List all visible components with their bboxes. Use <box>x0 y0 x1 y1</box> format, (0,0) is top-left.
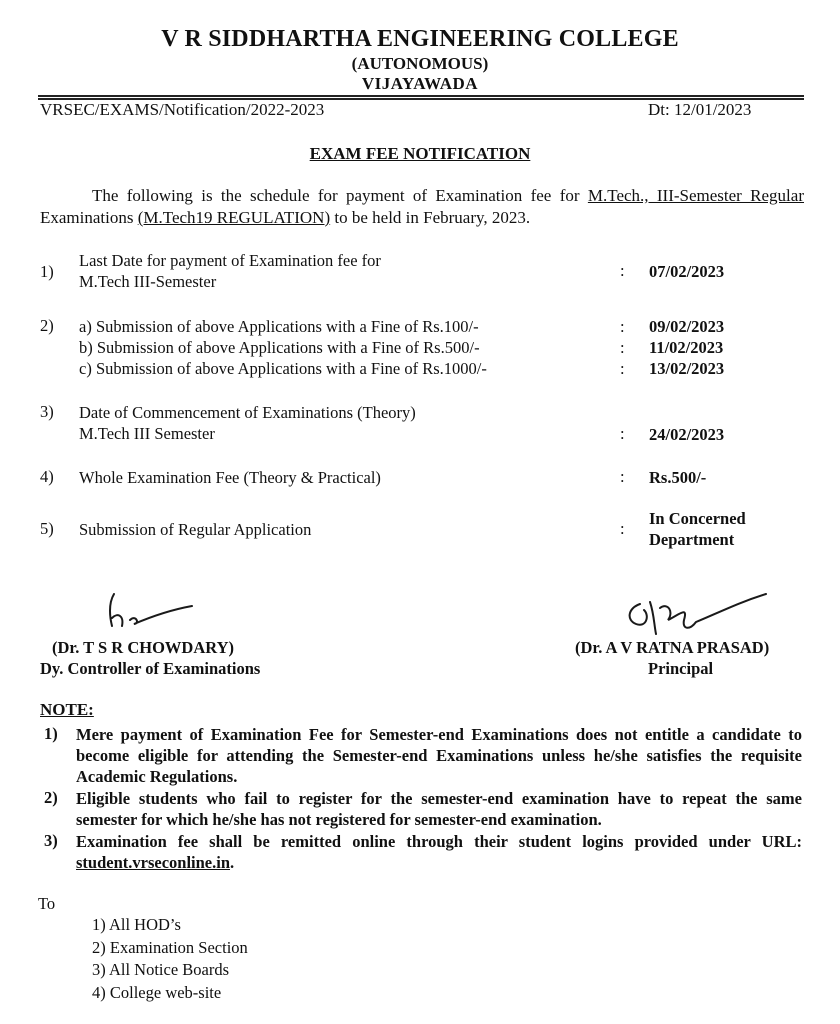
schedule-value: 07/02/2023 <box>649 262 725 281</box>
note-text-1: Mere payment of Examination Fee for Semester-end Examinations does not entitle a candidate to become eligible for attending the Semester-end Examinations unless he/she satisfies the requisite Academic Regulations. <box>76 725 802 786</box>
schedule-number-4: 4) <box>40 467 54 486</box>
autonomous-label: (AUTONOMOUS) <box>351 54 489 73</box>
schedule-item-2 <box>79 316 487 379</box>
intro-regulation: (M.Tech19 REGULATION) <box>137 208 331 227</box>
schedule-value: 24/02/2023 <box>649 425 725 444</box>
schedule-colon: : <box>620 519 625 538</box>
note-3-suffix: . <box>230 853 235 872</box>
left-signatory-name: (Dr. T S R CHOWDARY) <box>52 638 235 657</box>
schedule-value: Rs.500/- <box>649 468 707 487</box>
schedule-number-5: 5) <box>40 519 54 538</box>
schedule-number-2: 2) <box>40 316 54 335</box>
schedule-value: 13/02/2023 <box>649 359 725 378</box>
schedule-value: 11/02/2023 <box>649 338 724 357</box>
schedule-number-1: 1) <box>40 262 54 281</box>
schedule-value: In Concerned <box>649 509 746 528</box>
page-title: EXAM FEE NOTIFICATION <box>309 144 531 163</box>
intro-text-2: Examinations <box>40 208 138 227</box>
college-name: V R SIDDHARTHA ENGINEERING COLLEGE <box>161 26 679 52</box>
notification-date: Dt: 12/01/2023 <box>648 100 752 119</box>
schedule-colons-2 <box>620 316 625 379</box>
schedule-line: a) Submission of above Applications with a Fine of Rs.100/- <box>79 317 479 336</box>
schedule-line: M.Tech III-Semester <box>79 272 217 291</box>
left-signatory-title: Dy. Controller of Examinations <box>40 659 261 678</box>
schedule-values-2 <box>649 316 724 379</box>
recipient-item: 2) Examination Section <box>92 937 248 957</box>
schedule-value: 09/02/2023 <box>649 317 725 336</box>
right-signatory-title: Principal <box>648 659 714 678</box>
schedule-number-3: 3) <box>40 402 54 421</box>
note-number-2: 2) <box>44 788 58 807</box>
schedule-colon: : <box>620 261 625 280</box>
reference-number: VRSEC/EXAMS/Notification/2022-2023 <box>40 100 325 119</box>
schedule-item-1 <box>79 250 381 292</box>
schedule-item-3 <box>79 402 416 444</box>
recipient-item: 3) All Notice Boards <box>92 960 230 979</box>
schedule-values-5 <box>649 508 746 550</box>
city-label: VIJAYAWADA <box>361 74 479 93</box>
note-number-1: 1) <box>44 724 58 743</box>
recipient-list <box>92 914 248 1004</box>
schedule-colon: : <box>620 467 625 486</box>
schedule-line: c) Submission of above Applications with a Fine of Rs.1000/- <box>79 359 487 378</box>
note-text-3 <box>76 831 802 873</box>
schedule-value: Department <box>649 530 735 549</box>
schedule-line: Last Date for payment of Examination fee for <box>79 251 381 270</box>
schedule-item-4: Whole Examination Fee (Theory & Practical) <box>79 468 381 487</box>
schedule-colon: : <box>620 338 625 357</box>
intro-text-3: to be held in February, 2023. <box>330 208 531 227</box>
intro-paragraph <box>40 185 804 229</box>
schedule-colon: : <box>620 317 625 336</box>
intro-course: M.Tech., III-Semester Regular <box>587 186 804 205</box>
schedule-colon: : <box>620 424 625 443</box>
note-text-2: Eligible students who fail to register for the semester-end examination have to repeat the same semester for which he/she has not registered for semester-end examination. <box>76 789 802 829</box>
note-heading: NOTE: <box>40 700 94 719</box>
recipient-item: 1) All HOD’s <box>92 915 181 934</box>
to-label: To <box>38 894 56 913</box>
schedule-line: b) Submission of above Applications with a Fine of Rs.500/- <box>79 338 480 357</box>
schedule-line: Date of Commencement of Examinations (Theory) <box>79 403 416 422</box>
schedule-line: M.Tech III Semester <box>79 424 215 443</box>
left-signature-image <box>100 588 200 636</box>
recipient-item: 4) College web-site <box>92 982 222 1002</box>
schedule-item-5: Submission of Regular Application <box>79 520 312 539</box>
student-portal-link[interactable]: student.vrseconline.in <box>76 853 231 872</box>
schedule-colon: : <box>620 359 625 378</box>
note-number-3: 3) <box>44 831 58 850</box>
intro-text-1: The following is the schedule for payment of Examination fee for <box>92 186 588 205</box>
right-signatory-name: (Dr. A V RATNA PRASAD) <box>575 638 770 657</box>
note-3-prefix: Examination fee shall be remitted online through their student logins provided under URL: <box>76 832 802 851</box>
header-rule-top <box>38 95 804 97</box>
